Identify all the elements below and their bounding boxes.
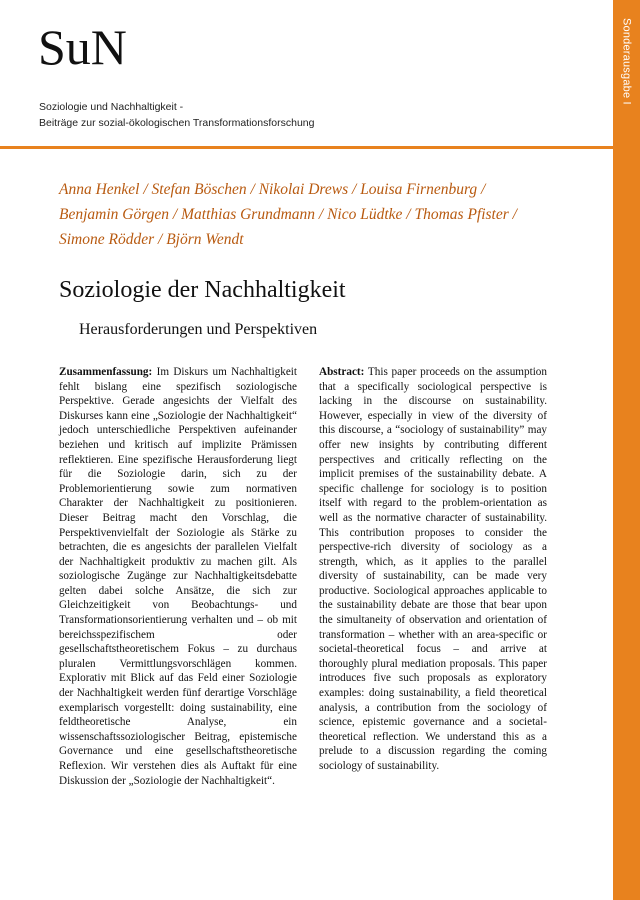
issue-side-strip: [613, 0, 640, 900]
article-title: Soziologie der Nachhaltigkeit: [59, 277, 346, 303]
article-content: [0, 149, 613, 788]
abstract-english-text: This paper proceeds on the assumption that a specifically sociological perspective is lacking in the discourse on sustainability. However, especially in view of the diversity of this discourse, a “sociology of sustainability” may offer new insights by contributing different perspectives and critically reflecting on the implicit premises of the sustainability debate. A specific challenge for sociology is to position itself with regard to the problem-orientation as well as the normative character of sustainability. This contribution proposes to consider the perspective-rich diversity of sociology as a strength, which, as it applies to the parallel diversity of sustainability, can be made very productive. Sociological approaches applicable to the sustainability debate are those that bear upon the simultaneity of observation and orientation of transformation – whether with an area-specific or societal-theoretical focus – and arrive at thoroughly plural mediation proposals. This paper introduces five such proposals as exploratory examples: doing sustainability, a field theoretical analysis, a contribution from the sociology of science, epistemic governance and a societal-theoretical reflection. We understand this as a prelude to a discussion regarding the coming sociology of sustainability.: [319, 365, 547, 773]
abstract-german-text: Im Diskurs um Nachhaltigkeit fehlt bislang eine spezifisch soziologische Perspektive. Gerade angesichts der Vielfalt des Diskurses kann eine „Soziologie der Nachhaltigkeit“ jedoch unterschiedliche Perspektiven aufeinander beziehen und kritisch auf implizite Prämissen reflektieren. Eine spezifische Herausforderung liegt für die Soziologie darin, sich zu der Problemorientierung sowie zum normativen Charakter der Nachhaltigkeit zu positionieren. Dieser Beitrag macht den Vorschlag, die Perspektivenvielfalt der Soziologie als Stärke zu betrachten, die es angesichts der parallelen Vielfalt der Nachhaltigkeit produktiv zu machen gilt. Als soziologische Zugänge zur Nachhaltigkeitsdebatte gelten dabei solche Ansätze, die sich zur Gleichzeitigkeit von Beobachtungs- und Transformationsorientierung verhalten und – ob mit bereichsspezifischem oder gesellschaftstheoretischem Fokus – zu durchaus pluralen Vermittlungsvorschlägen kommen. Explorativ mit Blick auf das Feld einer Soziologie der Nachhaltigkeit werden fünf derartige Vorschläge exemplarisch vorgestellt: doing sustainability, eine feldtheoretische Analyse, ein wissenschaftssoziologischer Beitrag, epistemische Governance und eine gesellschaftstheoretische Reflexion. Wir verstehen dies als Auftakt für eine Diskussion der „Soziologie der Nachhaltigkeit“.: [59, 365, 297, 787]
journal-masthead: [0, 0, 613, 146]
issue-side-label: Sonderausgabe I: [620, 18, 633, 105]
article-subtitle: Herausforderungen und Perspektiven: [79, 320, 318, 338]
abstract-english-label: Abstract:: [319, 365, 365, 378]
author-list: [0, 177, 613, 252]
abstract-columns: [0, 365, 613, 788]
journal-logo: SuN: [38, 19, 127, 75]
author-line-3: Simone Rödder / Björn Wendt: [59, 231, 244, 248]
author-line-1: Anna Henkel / Stefan Böschen / Nikolai Drews / Louisa Firnenburg /: [59, 181, 486, 198]
abstract-english: [319, 365, 547, 788]
abstract-german: [59, 365, 297, 788]
journal-subtitle-line-1: Soziologie und Nachhaltigkeit -: [39, 101, 184, 113]
author-line-2: Benjamin Görgen / Matthias Grundmann / Nico Lüdtke / Thomas Pfister /: [59, 206, 517, 223]
journal-subtitle: [39, 99, 459, 131]
abstract-german-label: Zusammenfassung:: [59, 365, 153, 378]
journal-subtitle-line-2: Beiträge zur sozial-ökologischen Transformationsforschung: [39, 117, 315, 129]
